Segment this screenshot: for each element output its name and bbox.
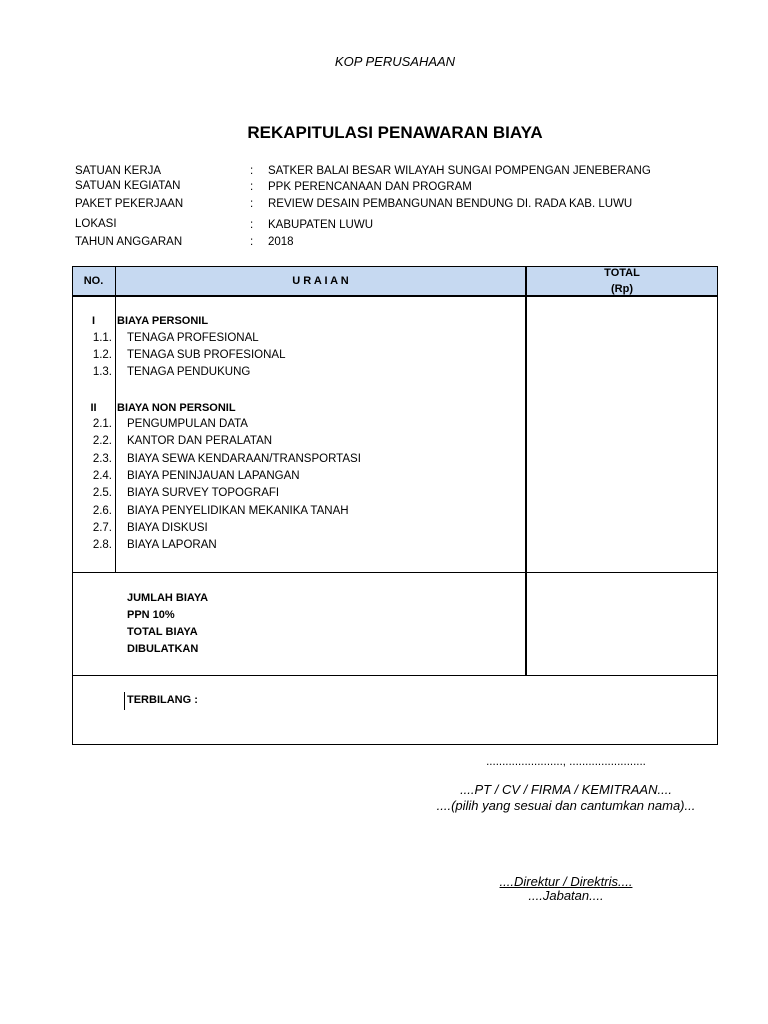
item-label: BIAYA LAPORAN xyxy=(127,539,217,551)
table-column-divider-total xyxy=(525,266,527,676)
item-label: BIAYA PENINJAUAN LAPANGAN xyxy=(127,470,300,482)
item-label: BIAYA DISKUSI xyxy=(127,522,208,534)
item-label: BIAYA SURVEY TOPOGRAFI xyxy=(127,487,280,499)
column-header-uraian: U R A I A N xyxy=(292,275,349,287)
document-title: REKAPITULASI PENAWARAN BIAYA xyxy=(247,123,543,142)
item-label: TENAGA PENDUKUNG xyxy=(127,366,251,378)
item-number: 1.1. xyxy=(92,332,112,344)
item-number: 2.5. xyxy=(92,487,112,499)
item-label: KANTOR DAN PERALATAN xyxy=(127,435,273,447)
info-value-satuan-kerja: SATKER BALAI BESAR WILAYAH SUNGAI POMPENGAN JENEBERANG xyxy=(268,165,651,177)
item-label: TENAGA SUB PROFESIONAL xyxy=(127,349,286,361)
table-column-divider-no xyxy=(115,266,116,573)
place-date-line: ........................, ........................ xyxy=(486,756,646,768)
info-separator: : xyxy=(250,219,254,231)
item-number: 2.6. xyxy=(92,505,112,517)
item-label: BIAYA PENYELIDIKAN MEKANIKA TANAH xyxy=(127,505,349,517)
info-label-satuan-kerja: SATUAN KERJA xyxy=(75,165,162,177)
info-value-lokasi: KABUPATEN LUWU xyxy=(268,219,374,231)
summary-ppn: PPN 10% xyxy=(127,609,175,621)
summary-dibulatkan: DIBULATKAN xyxy=(127,643,199,655)
text-cursor xyxy=(124,692,125,710)
company-name: ....PT / CV / FIRMA / KEMITRAAN.... xyxy=(460,782,672,797)
item-number: 2.4. xyxy=(92,470,112,482)
item-number: 2.2. xyxy=(92,435,112,447)
section-title-biaya-personil: BIAYA PERSONIL xyxy=(117,315,209,327)
signer-position: ....Jabatan.... xyxy=(528,888,604,903)
summary-total-biaya: TOTAL BIAYA xyxy=(127,626,198,638)
section-title-biaya-non-personil: BIAYA NON PERSONIL xyxy=(117,402,236,414)
column-header-total: TOTAL xyxy=(604,267,640,279)
column-header-no: NO. xyxy=(83,275,104,287)
company-note: ....(pilih yang sesuai dan cantumkan nama)... xyxy=(436,798,696,813)
info-label-tahun-anggaran: TAHUN ANGGARAN xyxy=(75,236,183,248)
table-row-divider-terbilang xyxy=(72,675,718,676)
item-number: 2.3. xyxy=(92,453,112,465)
item-number: 1.3. xyxy=(92,366,112,378)
column-header-total-unit: (Rp) xyxy=(611,283,633,295)
summary-jumlah-biaya: JUMLAH BIAYA xyxy=(127,592,209,604)
terbilang-label: TERBILANG : xyxy=(127,694,198,706)
item-label: BIAYA SEWA KENDARAAN/TRANSPORTASI xyxy=(127,453,361,465)
item-number: 2.7. xyxy=(92,522,112,534)
letterhead-placeholder: KOP PERUSAHAAN xyxy=(334,54,456,69)
section-number: II xyxy=(90,402,97,414)
item-number: 2.8. xyxy=(92,539,112,551)
info-label-satuan-kegiatan: SATUAN KEGIATAN xyxy=(75,180,181,192)
item-number: 1.2. xyxy=(92,349,112,361)
info-value-tahun-anggaran: 2018 xyxy=(268,236,294,248)
info-separator: : xyxy=(250,198,254,210)
signer-name: ....Direktur / Direktris.... xyxy=(499,874,633,889)
info-label-paket-pekerjaan: PAKET PEKERJAAN xyxy=(75,198,184,210)
info-value-satuan-kegiatan: PPK PERENCANAAN DAN PROGRAM xyxy=(268,181,472,193)
item-number: 2.1. xyxy=(92,418,112,430)
info-value-paket-pekerjaan: REVIEW DESAIN PEMBANGUNAN BENDUNG DI. RADA KAB. LUWU xyxy=(268,198,633,210)
table-row-divider-summary xyxy=(72,572,718,573)
section-number: I xyxy=(91,315,96,327)
item-label: TENAGA PROFESIONAL xyxy=(127,332,259,344)
info-separator: : xyxy=(250,236,254,248)
info-label-lokasi: LOKASI xyxy=(75,218,117,230)
item-label: PENGUMPULAN DATA xyxy=(127,418,248,430)
info-separator: : xyxy=(250,165,254,177)
info-separator: : xyxy=(250,181,254,193)
